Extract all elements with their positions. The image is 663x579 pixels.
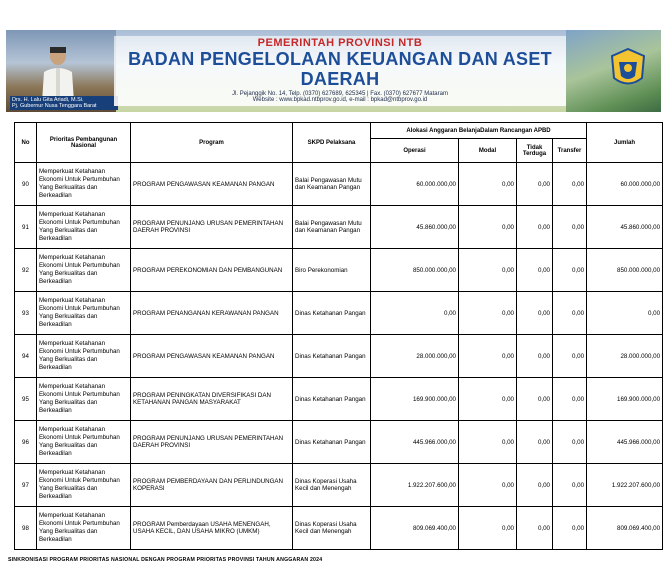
jumlah-cell: 60.000.000,00	[587, 163, 663, 206]
modal-cell: 0,00	[459, 335, 517, 378]
header-website: Website : www.bpkad.ntbprov.go.id, e-mail : bpkad@ntbprov.go.id	[252, 97, 428, 103]
row-number: 98	[15, 507, 37, 550]
row-number: 90	[15, 163, 37, 206]
jumlah-cell: 169.900.000,00	[587, 378, 663, 421]
priority-cell: Memperkuat Ketahanan Ekonomi Untuk Pertumbuhan Yang Berkualitas dan Berkeadilan	[37, 421, 131, 464]
operasi-cell: 169.900.000,00	[371, 378, 459, 421]
row-number: 91	[15, 206, 37, 249]
tidak-terduga-cell: 0,00	[517, 378, 553, 421]
jumlah-cell: 1.922.207.600,00	[587, 464, 663, 507]
skpd-cell: Dinas Ketahanan Pangan	[293, 421, 371, 464]
header-title-line1: PEMERINTAH PROVINSI NTB	[257, 37, 423, 49]
table-body	[15, 163, 663, 550]
header-address: Jl. Pejanggik No. 14, Telp. (0370) 627689, 625345 | Fax. (0370) 627677 Mataram	[232, 91, 448, 97]
skpd-cell: Balai Pengawasan Mutu dan Keamanan Pangan	[293, 206, 371, 249]
tidak-terduga-cell: 0,00	[517, 421, 553, 464]
portrait-title: Pj. Gubernur Nusa Tenggara Barat	[12, 103, 97, 109]
skpd-cell: Dinas Koperasi Usaha Kecil dan Menengah	[293, 464, 371, 507]
program-cell: PROGRAM PENUNJANG URUSAN PEMERINTAHAN DAERAH PROVINSI	[131, 206, 293, 249]
jumlah-cell: 28.000.000,00	[587, 335, 663, 378]
portrait-caption	[10, 96, 118, 110]
transfer-cell: 0,00	[553, 378, 587, 421]
table-row	[15, 292, 663, 335]
ntb-emblem-icon	[611, 48, 645, 90]
table-row	[15, 163, 663, 206]
priority-cell: Memperkuat Ketahanan Ekonomi Untuk Pertumbuhan Yang Berkualitas dan Berkeadilan	[37, 206, 131, 249]
program-cell: PROGRAM Pemberdayaan USAHA MENENGAH, USAHA KECIL, DAN USAHA MIKRO (UMKM)	[131, 507, 293, 550]
table-row	[15, 464, 663, 507]
priority-cell: Memperkuat Ketahanan Ekonomi Untuk Pertumbuhan Yang Berkualitas dan Berkeadilan	[37, 378, 131, 421]
header-operasi: Operasi	[371, 139, 459, 163]
jumlah-cell: 445.966.000,00	[587, 421, 663, 464]
header-title-line2: BADAN PENGELOLAAN KEUANGAN DAN ASET DAERAH	[128, 49, 552, 89]
jumlah-cell: 809.069.400,00	[587, 507, 663, 550]
header-no: No	[15, 123, 37, 163]
row-number: 94	[15, 335, 37, 378]
footer-caption: SINKRONISASI PROGRAM PRIORITAS NASIONAL DENGAN PROGRAM PRIORITAS PROVINSI TAHUN ANGGARAN 2024	[8, 557, 323, 563]
transfer-cell: 0,00	[553, 421, 587, 464]
modal-cell: 0,00	[459, 378, 517, 421]
row-number: 96	[15, 421, 37, 464]
program-cell: PROGRAM PENGAWASAN KEAMANAN PANGAN	[131, 335, 293, 378]
governor-portrait	[38, 44, 78, 102]
skpd-cell: Balai Pengawasan Mutu dan Keamanan Pangan	[293, 163, 371, 206]
priority-cell: Memperkuat Ketahanan Ekonomi Untuk Pertumbuhan Yang Berkualitas dan Berkeadilan	[37, 335, 131, 378]
modal-cell: 0,00	[459, 206, 517, 249]
skpd-cell: Dinas Ketahanan Pangan	[293, 335, 371, 378]
transfer-cell: 0,00	[553, 206, 587, 249]
transfer-cell: 0,00	[553, 249, 587, 292]
program-cell: PROGRAM PEREKONOMIAN DAN PEMBANGUNAN	[131, 249, 293, 292]
jumlah-cell: 0,00	[587, 292, 663, 335]
governor-photo	[6, 30, 116, 112]
skpd-cell: Biro Perekonomian	[293, 249, 371, 292]
table-row	[15, 335, 663, 378]
modal-cell: 0,00	[459, 421, 517, 464]
header-banner	[6, 30, 661, 112]
transfer-cell: 0,00	[553, 292, 587, 335]
table-row	[15, 249, 663, 292]
jumlah-cell: 850.000.000,00	[587, 249, 663, 292]
operasi-cell: 0,00	[371, 292, 459, 335]
modal-cell: 0,00	[459, 464, 517, 507]
skpd-cell: Dinas Ketahanan Pangan	[293, 292, 371, 335]
header-jumlah: Jumlah	[587, 123, 663, 163]
header-priority: Prioritas Pembangunan Nasional	[37, 123, 131, 163]
row-number: 93	[15, 292, 37, 335]
modal-cell: 0,00	[459, 249, 517, 292]
program-cell: PROGRAM PENUNJANG URUSAN PEMERINTAHAN DAERAH PROVINSI	[131, 421, 293, 464]
modal-cell: 0,00	[459, 507, 517, 550]
table-row	[15, 378, 663, 421]
operasi-cell: 445.966.000,00	[371, 421, 459, 464]
table-row	[15, 507, 663, 550]
operasi-cell: 28.000.000,00	[371, 335, 459, 378]
tidak-terduga-cell: 0,00	[517, 163, 553, 206]
operasi-cell: 60.000.000,00	[371, 163, 459, 206]
modal-cell: 0,00	[459, 292, 517, 335]
header-allocation: Alokasi Anggaran BelanjaDalam Rancangan APBD	[371, 123, 587, 139]
priority-cell: Memperkuat Ketahanan Ekonomi Untuk Pertumbuhan Yang Berkualitas dan Berkeadilan	[37, 249, 131, 292]
tidak-terduga-cell: 0,00	[517, 335, 553, 378]
operasi-cell: 809.069.400,00	[371, 507, 459, 550]
row-number: 95	[15, 378, 37, 421]
operasi-cell: 850.000.000,00	[371, 249, 459, 292]
header-title-block	[114, 36, 566, 106]
header-program: Program	[131, 123, 293, 163]
tidak-terduga-cell: 0,00	[517, 292, 553, 335]
header-tidak-terduga: Tidak Terduga	[517, 139, 553, 163]
priority-cell: Memperkuat Ketahanan Ekonomi Untuk Pertumbuhan Yang Berkualitas dan Berkeadilan	[37, 292, 131, 335]
priority-cell: Memperkuat Ketahanan Ekonomi Untuk Pertumbuhan Yang Berkualitas dan Berkeadilan	[37, 464, 131, 507]
transfer-cell: 0,00	[553, 464, 587, 507]
operasi-cell: 45.860.000,00	[371, 206, 459, 249]
program-cell: PROGRAM PENINGKATAN DIVERSIFIKASI DAN KETAHANAN PANGAN MASYARAKAT	[131, 378, 293, 421]
transfer-cell: 0,00	[553, 163, 587, 206]
program-cell: PROGRAM PENANGANAN KERAWANAN PANGAN	[131, 292, 293, 335]
tidak-terduga-cell: 0,00	[517, 206, 553, 249]
tidak-terduga-cell: 0,00	[517, 249, 553, 292]
program-cell: PROGRAM PEMBERDAYAAN DAN PERLINDUNGAN KOPERASI	[131, 464, 293, 507]
tidak-terduga-cell: 0,00	[517, 507, 553, 550]
operasi-cell: 1.922.207.600,00	[371, 464, 459, 507]
program-cell: PROGRAM PENGAWASAN KEAMANAN PANGAN	[131, 163, 293, 206]
priority-cell: Memperkuat Ketahanan Ekonomi Untuk Pertumbuhan Yang Berkualitas dan Berkeadilan	[37, 507, 131, 550]
budget-table	[14, 122, 663, 550]
skpd-cell: Dinas Ketahanan Pangan	[293, 378, 371, 421]
header-skpd: SKPD Pelaksana	[293, 123, 371, 163]
tidak-terduga-cell: 0,00	[517, 464, 553, 507]
modal-cell: 0,00	[459, 163, 517, 206]
jumlah-cell: 45.860.000,00	[587, 206, 663, 249]
table-row	[15, 421, 663, 464]
portrait-name: Drs. H. Lalu Gita Ariadi, M.Si.	[12, 97, 84, 103]
header-modal: Modal	[459, 139, 517, 163]
header-transfer: Transfer	[553, 139, 587, 163]
row-number: 92	[15, 249, 37, 292]
skpd-cell: Dinas Koperasi Usaha Kecil dan Menengah	[293, 507, 371, 550]
transfer-cell: 0,00	[553, 507, 587, 550]
row-number: 97	[15, 464, 37, 507]
transfer-cell: 0,00	[553, 335, 587, 378]
priority-cell: Memperkuat Ketahanan Ekonomi Untuk Pertumbuhan Yang Berkualitas dan Berkeadilan	[37, 163, 131, 206]
table-row	[15, 206, 663, 249]
